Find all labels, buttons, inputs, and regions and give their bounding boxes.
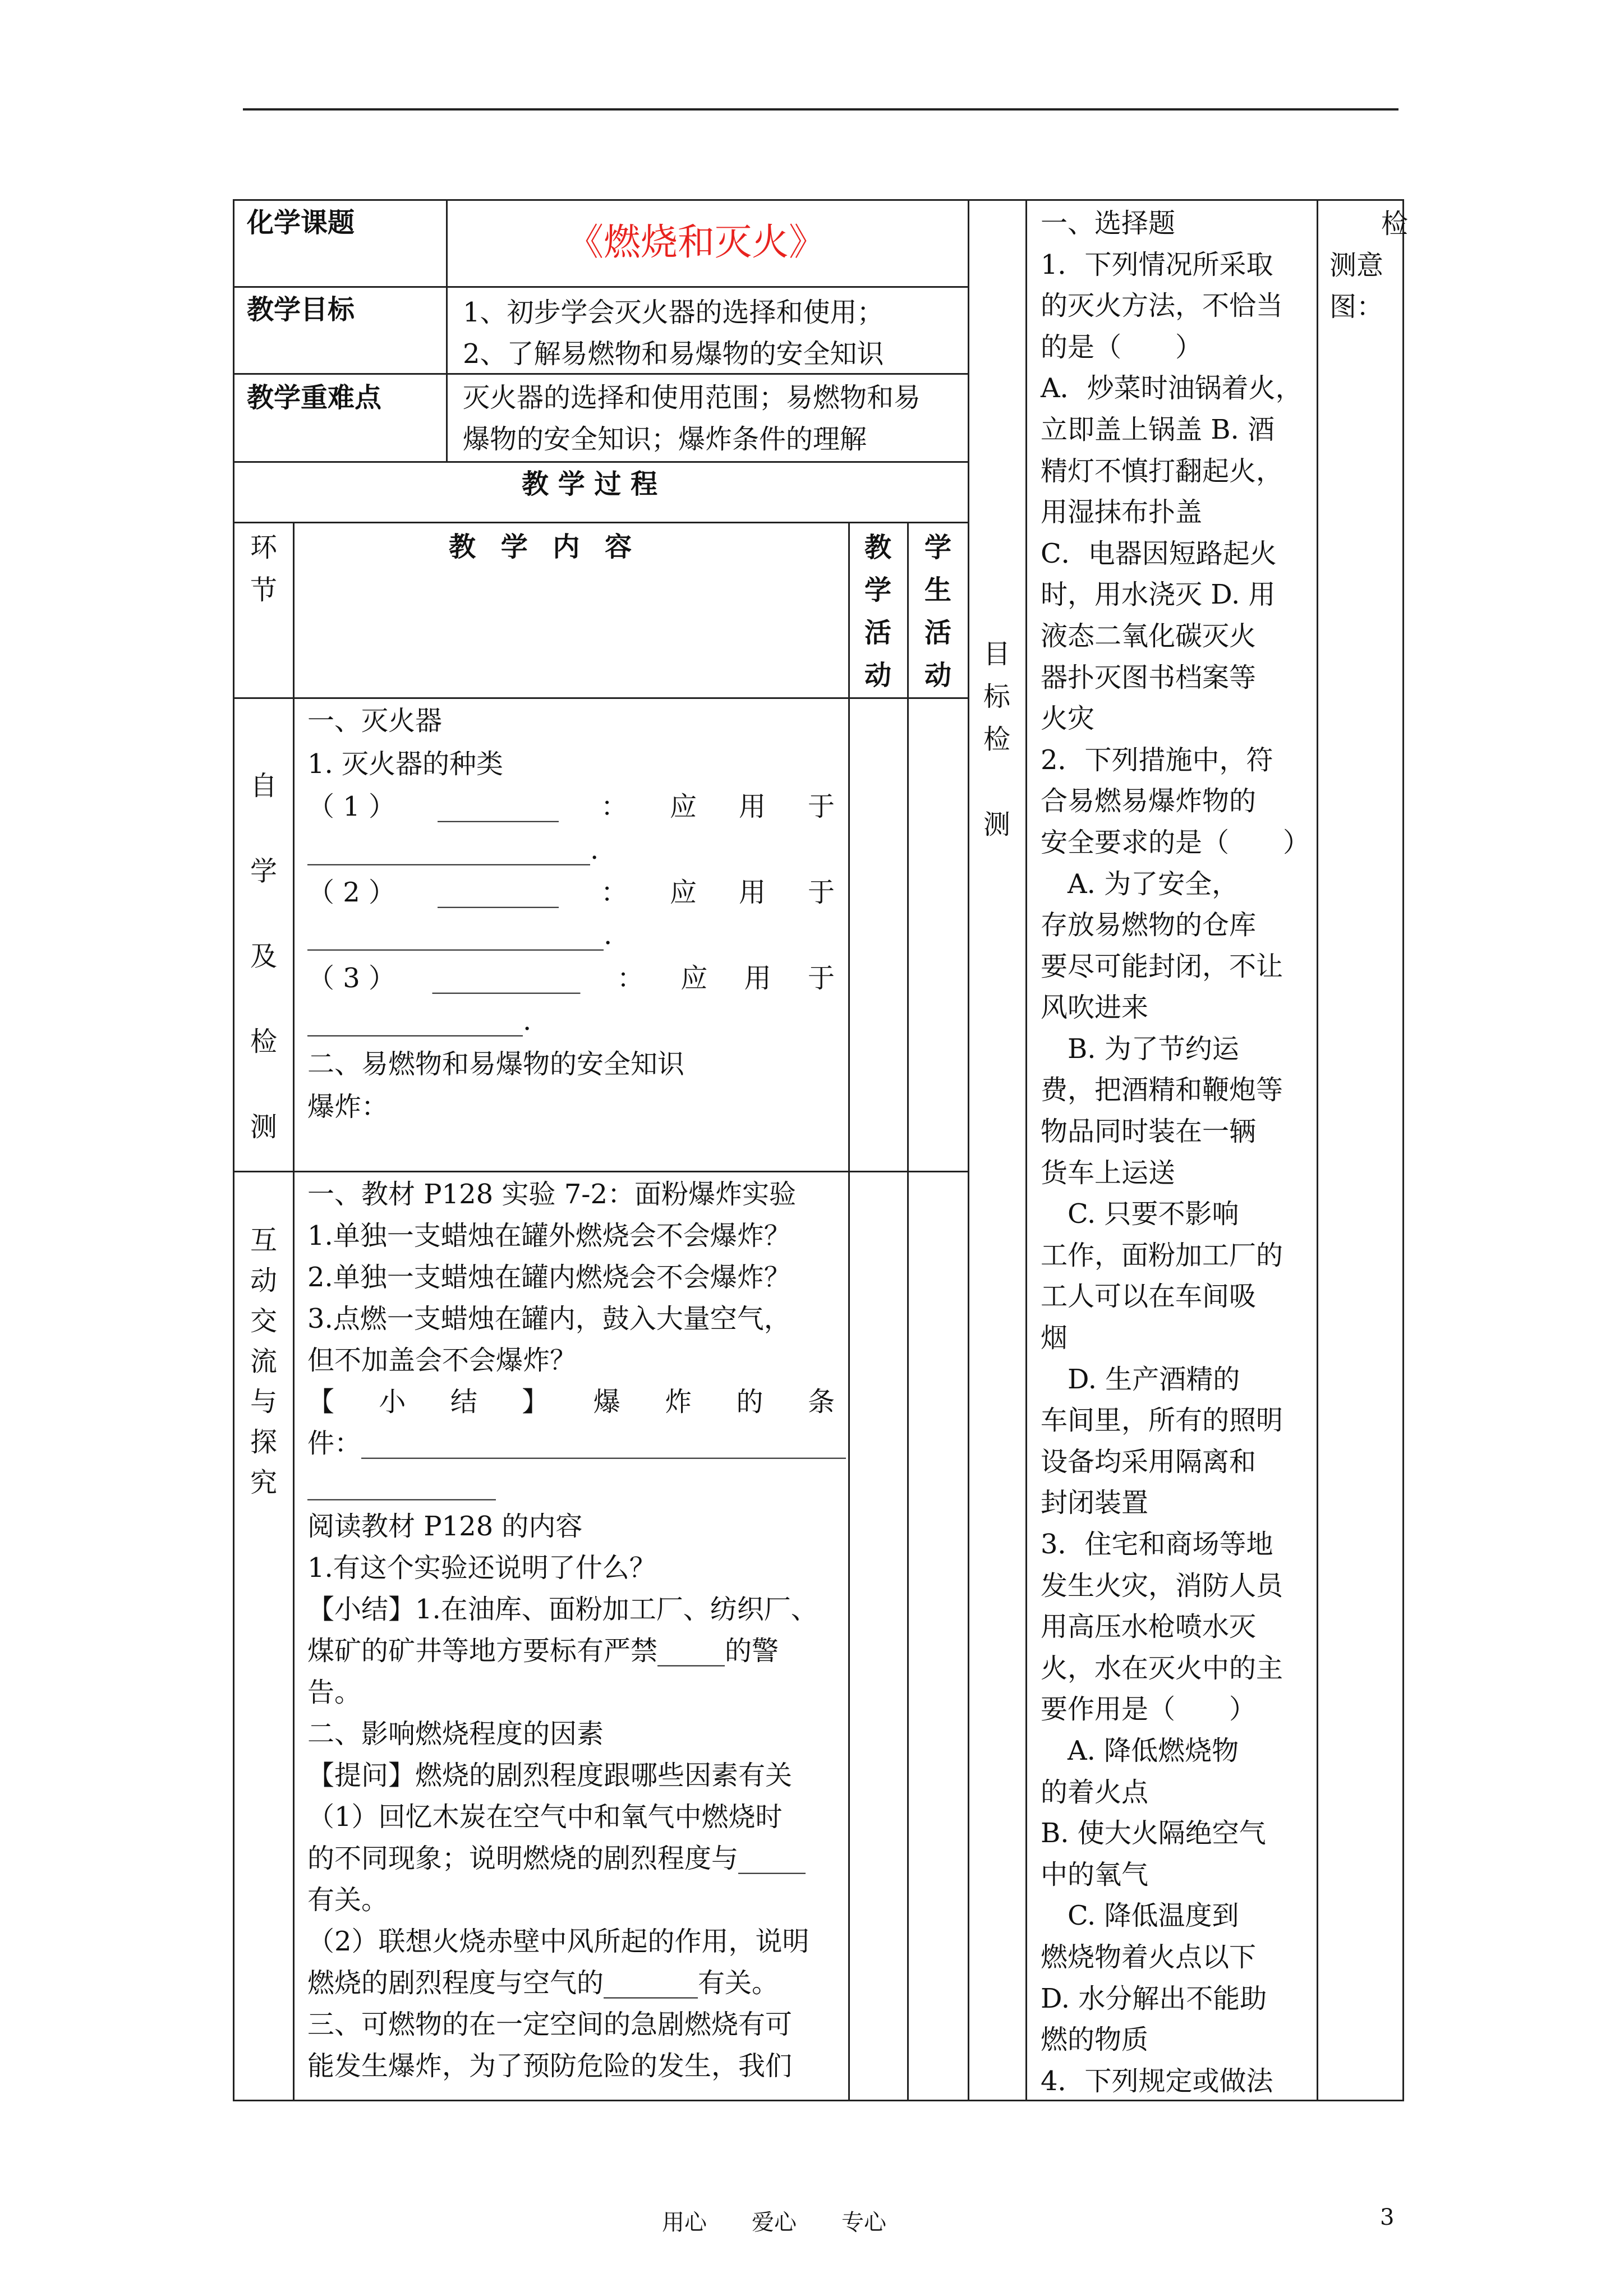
table-border-right xyxy=(1402,199,1404,2101)
objective-line: 1、初步学会灭火器的选择和使用； xyxy=(463,297,884,328)
quiz-line: 器扑灭图书档案等 xyxy=(1041,661,1257,693)
quiz-line: C. 降低温度到 xyxy=(1041,1900,1239,1932)
quiz-line: 4．下列规定或做法 xyxy=(1041,2065,1273,2097)
quiz-line: 要尽可能封闭，不让 xyxy=(1041,950,1283,982)
content-line: 1. 灭火器的种类 xyxy=(307,748,504,780)
self-study-stage: 自 学 及 检 测 xyxy=(250,770,277,1143)
quiz-line: D. 水分解出不能助 xyxy=(1041,1982,1267,2014)
content-line: 阅读教材 P128 的内容 xyxy=(307,1511,583,1542)
quiz-line: B. 为了节约运 xyxy=(1041,1033,1239,1065)
row-divider xyxy=(233,697,969,699)
header-rule xyxy=(243,108,1398,111)
content-line: 但不加盖会不会爆炸？ xyxy=(307,1345,577,1376)
quiz-line: 费，把酒精和鞭炮等 xyxy=(1041,1074,1283,1106)
content-line: 3.点燃一支蜡烛在罐内，鼓入大量空气， xyxy=(307,1303,791,1335)
quiz-line: 物品同时装在一辆 xyxy=(1041,1116,1257,1148)
interaction-stage: 互 动 交 流 与 探 究 xyxy=(250,1225,277,1498)
content-line: 燃烧的剧烈程度与空气的_______有关。 xyxy=(307,1967,779,1999)
quiz-line: 火灾 xyxy=(1041,703,1095,735)
quiz-line: C. 只要不影响 xyxy=(1041,1198,1239,1230)
quiz-line: 的着火点 xyxy=(1041,1776,1149,1808)
key-points-label: 教学重难点 xyxy=(247,382,382,413)
objective-line: 2、了解易燃物和易爆物的安全知识 xyxy=(463,338,884,370)
quiz-line: A．炒菜时油锅着火， xyxy=(1041,372,1303,404)
quiz-line: 2．下列措施中，符 xyxy=(1041,744,1273,776)
content-line: 【提问】燃烧的剧烈程度跟哪些因素有关 xyxy=(307,1760,793,1791)
content-line: （2）联想火烧赤壁中风所起的作用，说明 xyxy=(307,1926,809,1957)
quiz-line: 合易燃易爆炸物的 xyxy=(1041,785,1257,817)
col-divider xyxy=(1317,199,1318,2101)
quiz-line: 的是（ ） xyxy=(1041,331,1203,363)
fill-blank-line: ________________. xyxy=(307,1005,532,1037)
quiz-line: 安全要求的是（ ） xyxy=(1041,826,1310,858)
quiz-line: 发生火灾，消防人员 xyxy=(1041,1570,1283,1602)
content-line: 的不同现象；说明燃烧的剧烈程度与_____ xyxy=(307,1843,806,1874)
key-points-line: 灭火器的选择和使用范围；易燃物和易 xyxy=(463,382,921,413)
content-line: 有关。 xyxy=(307,1884,389,1916)
quiz-line: 时，用水浇灭 D. 用 xyxy=(1041,579,1276,611)
content-line: 二、影响燃烧程度的因素 xyxy=(307,1718,604,1750)
content-line: 煤矿的矿井等地方要标有严禁_____的警 xyxy=(307,1635,779,1667)
target-check-column: 目 标 检 测 xyxy=(983,638,1010,840)
footer-motto: 用心 爱心 专心 xyxy=(662,2210,886,2235)
quiz-line: 烟 xyxy=(1041,1322,1068,1354)
content-line: 1.单独一支蜡烛在罐外燃烧会不会爆炸？ xyxy=(307,1220,791,1251)
quiz-line: 一、选择题 xyxy=(1041,208,1176,239)
row-divider xyxy=(233,1171,969,1172)
table-border-left xyxy=(233,199,234,2101)
quiz-line: 用湿抹布扑盖 xyxy=(1041,496,1203,528)
fill-blank-line: ______________ xyxy=(307,1469,496,1501)
row-divider xyxy=(233,522,969,523)
quiz-line: 立即盖上锅盖 B. 酒 xyxy=(1041,413,1275,445)
quiz-line: 风吹进来 xyxy=(1041,992,1149,1024)
col-divider xyxy=(1025,199,1027,2101)
quiz-line: 火，水在灭火中的主 xyxy=(1041,1652,1283,1684)
intent-line: 图： xyxy=(1329,291,1384,323)
content-column-header: 教 学 内 容 xyxy=(449,531,632,563)
row-divider xyxy=(233,461,969,463)
quiz-line: 用高压水枪喷水灭 xyxy=(1041,1611,1257,1643)
quiz-line: 封闭装置 xyxy=(1041,1487,1149,1519)
row-divider xyxy=(233,286,969,288)
quiz-line: 液态二氧化碳灭火 xyxy=(1041,620,1257,652)
table-border-top xyxy=(233,199,1404,201)
content-line: 1.有这个实验还说明了什么？ xyxy=(307,1552,656,1584)
student-activity-header: 学 生 活 动 xyxy=(924,532,951,691)
key-points-line: 爆物的安全知识；爆炸条件的理解 xyxy=(463,424,867,455)
quiz-line: 工作，面粉加工厂的 xyxy=(1041,1239,1283,1271)
fill-blank-line: （ 3 ） ___________ ： 应 用 于 xyxy=(307,963,835,994)
objectives-label: 教学目标 xyxy=(247,294,355,325)
quiz-line: 1．下列情况所采取 xyxy=(1041,249,1273,280)
page-number: 3 xyxy=(1380,2205,1395,2230)
quiz-line: 工人可以在车间吸 xyxy=(1041,1281,1257,1313)
page-title: 《燃烧和灭火》 xyxy=(567,220,826,264)
fill-blank-line: _____________________. xyxy=(307,834,599,866)
intent-line: 检 xyxy=(1381,208,1409,240)
quiz-line: 3．住宅和商场等地 xyxy=(1041,1529,1273,1560)
content-line: 一、教材 P128 实验 7-2：面粉爆炸实验 xyxy=(307,1179,796,1210)
content-line: 告。 xyxy=(307,1677,362,1708)
quiz-line: A. 为了安全， xyxy=(1041,868,1239,900)
content-line: 【小结】1.在油库、面粉加工厂、纺织厂、 xyxy=(307,1594,818,1625)
summary-line: 【 小 结 】 爆 炸 的 条 xyxy=(307,1386,835,1418)
col-divider xyxy=(446,199,448,461)
quiz-line: 中的氧气 xyxy=(1041,1858,1149,1890)
col-divider xyxy=(907,522,909,2101)
course-label: 化学课题 xyxy=(247,207,355,238)
fill-blank-line: （ 2 ） _________ ： 应 用 于 xyxy=(307,877,835,908)
quiz-line: B. 使大火隔绝空气 xyxy=(1041,1818,1266,1849)
content-line: 爆炸： xyxy=(307,1091,389,1122)
quiz-line: 车间里，所有的照明 xyxy=(1041,1405,1283,1437)
quiz-line: 燃的物质 xyxy=(1041,2024,1149,2056)
col-divider xyxy=(293,522,295,2101)
content-line: 能发生爆炸，为了预防危险的发生，我们 xyxy=(307,2050,793,2082)
process-heading: 教 学 过 程 xyxy=(522,468,658,500)
quiz-column xyxy=(1041,203,1315,2102)
quiz-line: 精灯不慎打翻起火， xyxy=(1041,455,1283,487)
quiz-line: 要作用是（ ） xyxy=(1041,1694,1257,1726)
quiz-line: 货车上运送 xyxy=(1041,1157,1176,1189)
fill-blank-line: （ 1 ） _________ ： 应 用 于 xyxy=(307,791,835,822)
content-line: （1）回忆木炭在空气中和氧气中燃烧时 xyxy=(307,1801,783,1833)
teacher-activity-header: 教 学 活 动 xyxy=(864,532,891,691)
stage-column-header: 环 节 xyxy=(250,532,277,606)
content-line: 三、可燃物的在一定空间的急剧燃烧有可 xyxy=(307,2009,793,2040)
col-divider xyxy=(848,522,850,2101)
fill-blank-line: ______________________. xyxy=(307,919,613,951)
content-line: 一、灭火器 xyxy=(307,705,443,737)
quiz-line: D. 生产酒精的 xyxy=(1041,1363,1240,1395)
quiz-line: 存放易燃物的仓库 xyxy=(1041,909,1257,941)
content-line: 2.单独一支蜡烛在罐内燃烧会不会爆炸？ xyxy=(307,1262,791,1293)
intent-line: 测意 xyxy=(1329,250,1384,281)
quiz-line: 的灭火方法，不恰当 xyxy=(1041,290,1283,322)
quiz-line: C．电器因短路起火 xyxy=(1041,537,1277,569)
quiz-line: 燃烧物着火点以下 xyxy=(1041,1941,1257,1973)
content-line: 二、易燃物和易爆物的安全知识 xyxy=(307,1048,685,1080)
col-divider xyxy=(968,199,969,2101)
quiz-line: 设备均采用隔离和 xyxy=(1041,1446,1257,1478)
fill-blank-line: 件：____________________________________ xyxy=(307,1428,846,1459)
quiz-line: A. 降低燃烧物 xyxy=(1041,1734,1239,1766)
